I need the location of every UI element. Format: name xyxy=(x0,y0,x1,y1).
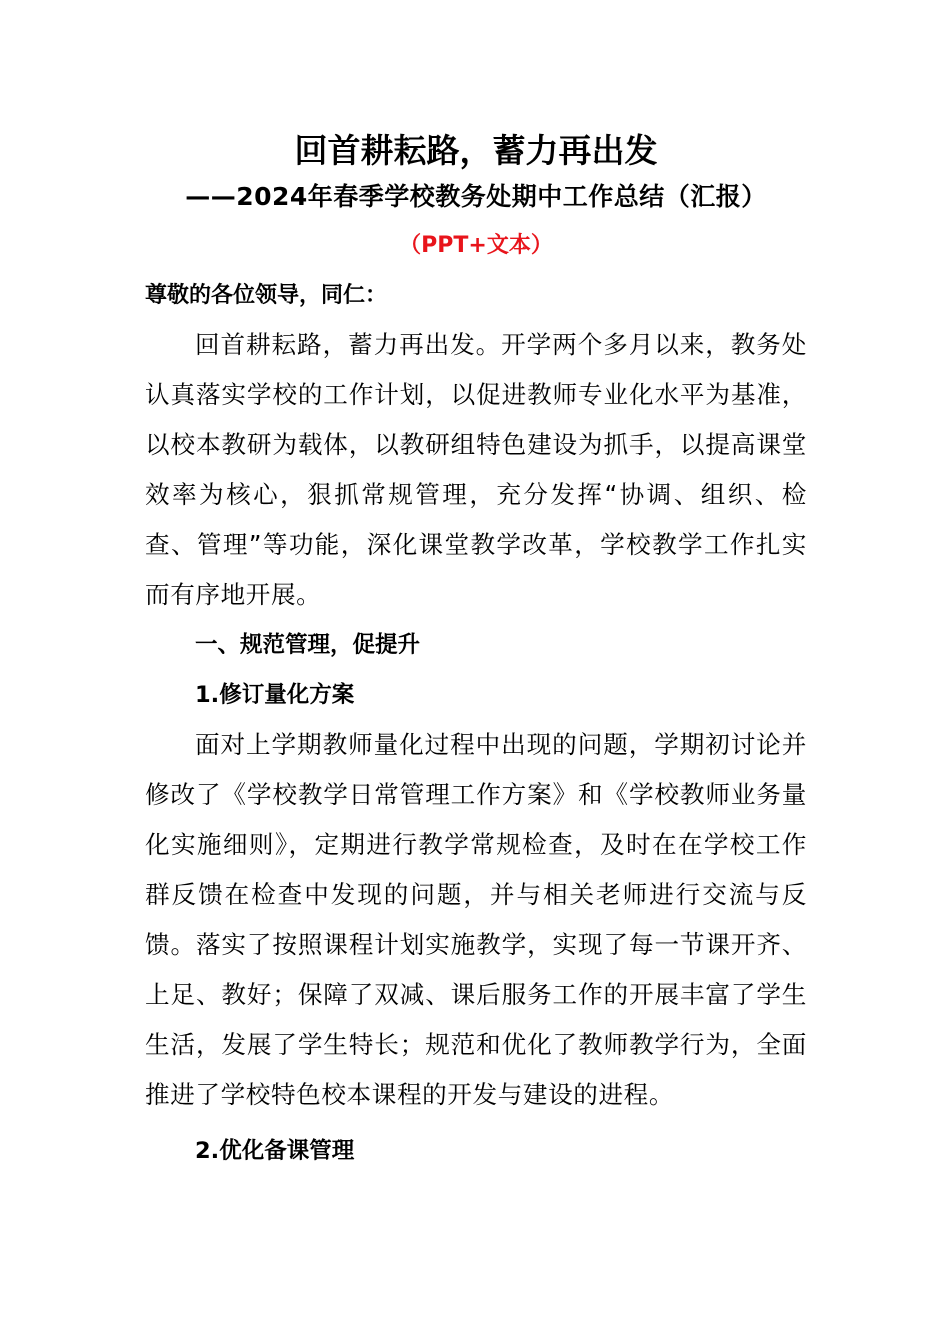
subsection-paragraph: 面对上学期教师量化过程中出现的问题，学期初讨论并修改了《学校教学日常管理工作方案》和《学校教师业务量化实施细则》，定期进行教学常规检查，及时在在学校工作群反馈在检查中发现的问题，并与相关老师进行交流与反馈。落实了按照课程计划实施教学，实现了每一节课开齐、上足、教好；保障了双减、课后服务工作的开展丰富了学生生活，发展了学生特长；规范和优化了教师教学行为，全面推进了学校特色校本课程的开发与建设的进程。 xyxy=(145,730,807,1109)
document-subtitle: ——2024年春季学校教务处期中工作总结（汇报） xyxy=(185,182,767,211)
subsection-heading: 1.修订量化方案 xyxy=(195,682,355,708)
document-format-tag: （PPT+文本） xyxy=(399,233,553,258)
section-heading: 一、规范管理，促提升 xyxy=(195,632,421,658)
document-title: 回首耕耘路，蓄力再出发 xyxy=(294,131,658,170)
intro-paragraph: 回首耕耘路，蓄力再出发。开学两个多月以来，教务处认真落实学校的工作计划，以促进教师专业化水平为基准，以校本教研为载体，以教研组特色建设为抓手，以提高课堂效率为核心，狠抓常规管理，充分发挥“协调、组织、检查、管理”等功能，深化课堂教学改革，学校教学工作扎实而有序地开展。 xyxy=(145,330,807,609)
document-page xyxy=(145,128,807,1176)
subsection-heading-2: 2.优化备课管理 xyxy=(195,1138,355,1164)
salutation: 尊敬的各位领导，同仁： xyxy=(145,283,388,308)
